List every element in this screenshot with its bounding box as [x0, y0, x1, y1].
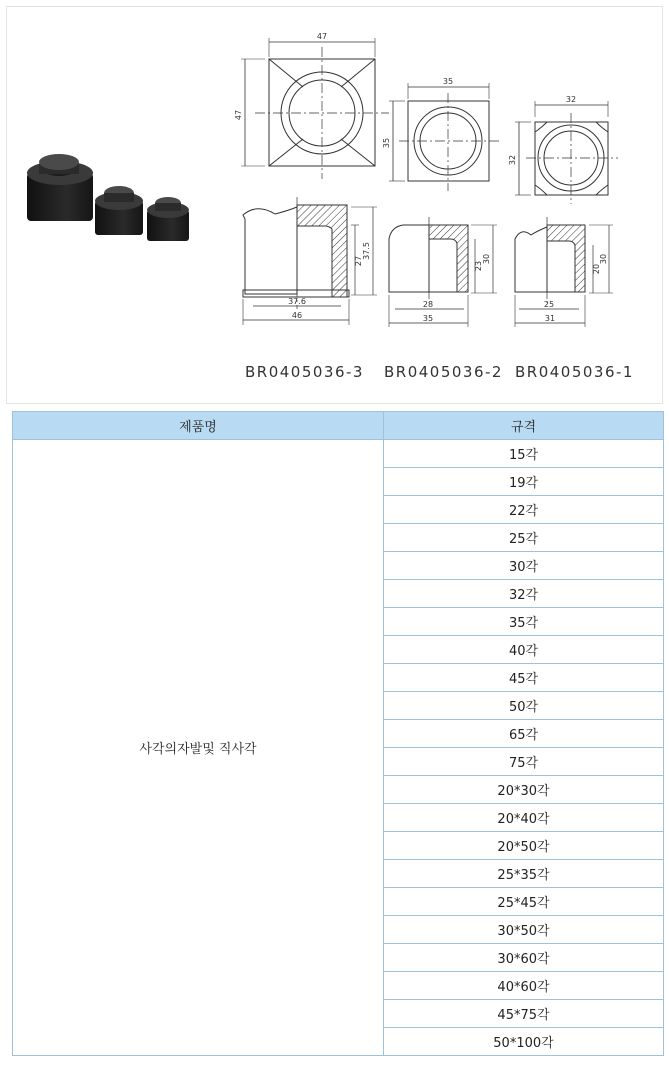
spec-cell: 20*50각	[384, 832, 664, 860]
dim-side-large-inner: 37.6	[288, 297, 306, 306]
spec-cell: 25*35각	[384, 860, 664, 888]
table-header-row	[13, 412, 664, 440]
dim-top-large-height: 47	[234, 109, 243, 121]
spec-cell: 25*45각	[384, 888, 664, 916]
dim-top-medium-height: 35	[382, 137, 391, 149]
spec-cell: 19각	[384, 468, 664, 496]
spec-cell: 40각	[384, 636, 664, 664]
spec-cell: 65각	[384, 720, 664, 748]
spec-cell: 50각	[384, 692, 664, 720]
spec-cell: 22각	[384, 496, 664, 524]
top-view-medium	[389, 83, 499, 191]
top-view-small	[515, 101, 618, 204]
dim-side-small-h1: 20	[592, 263, 601, 275]
dim-top-medium-width: 35	[442, 77, 454, 86]
spec-cell: 32각	[384, 580, 664, 608]
spec-cell: 15각	[384, 440, 664, 468]
spec-cell: 50*100각	[384, 1028, 664, 1056]
dim-side-medium-h1: 23	[474, 260, 483, 272]
spec-cell: 45각	[384, 664, 664, 692]
spec-cell: 30각	[384, 552, 664, 580]
dim-side-medium-inner: 28	[422, 300, 434, 309]
product-drawing-figure	[6, 6, 663, 404]
table-row	[13, 440, 664, 468]
header-product-name: 제품명	[13, 412, 384, 440]
product-name-cell: 사각의자발및 직사각	[13, 440, 384, 1056]
spec-cell: 35각	[384, 608, 664, 636]
technical-drawing	[7, 7, 664, 405]
dim-side-medium-outer: 35	[422, 314, 434, 323]
dim-side-small-h2: 30	[599, 253, 608, 265]
spec-cell: 25각	[384, 524, 664, 552]
spec-cell: 20*40각	[384, 804, 664, 832]
dim-side-large-outer: 46	[291, 311, 303, 320]
spec-cell: 20*30각	[384, 776, 664, 804]
dim-side-large-h2: 37.5	[362, 242, 371, 260]
model-label-3: BR0405036-3	[245, 363, 364, 381]
spec-cell: 30*60각	[384, 944, 664, 972]
spec-cell: 30*50각	[384, 916, 664, 944]
dim-top-small-height: 32	[508, 154, 517, 166]
spec-table	[12, 411, 664, 1056]
dim-side-small-inner: 25	[543, 300, 555, 309]
product-photo	[27, 154, 189, 241]
spec-cell: 75각	[384, 748, 664, 776]
dim-top-large-width: 47	[316, 32, 328, 41]
dim-side-medium-h2: 30	[482, 253, 491, 265]
top-view-large	[241, 38, 389, 179]
dim-side-small-outer: 31	[544, 314, 556, 323]
spec-cell: 40*60각	[384, 972, 664, 1000]
model-label-1: BR0405036-1	[515, 363, 634, 381]
model-label-2: BR0405036-2	[384, 363, 503, 381]
dim-side-large-h1: 27	[354, 255, 363, 267]
spec-cell: 45*75각	[384, 1000, 664, 1028]
header-spec: 규격	[384, 412, 664, 440]
dim-top-small-width: 32	[565, 95, 577, 104]
